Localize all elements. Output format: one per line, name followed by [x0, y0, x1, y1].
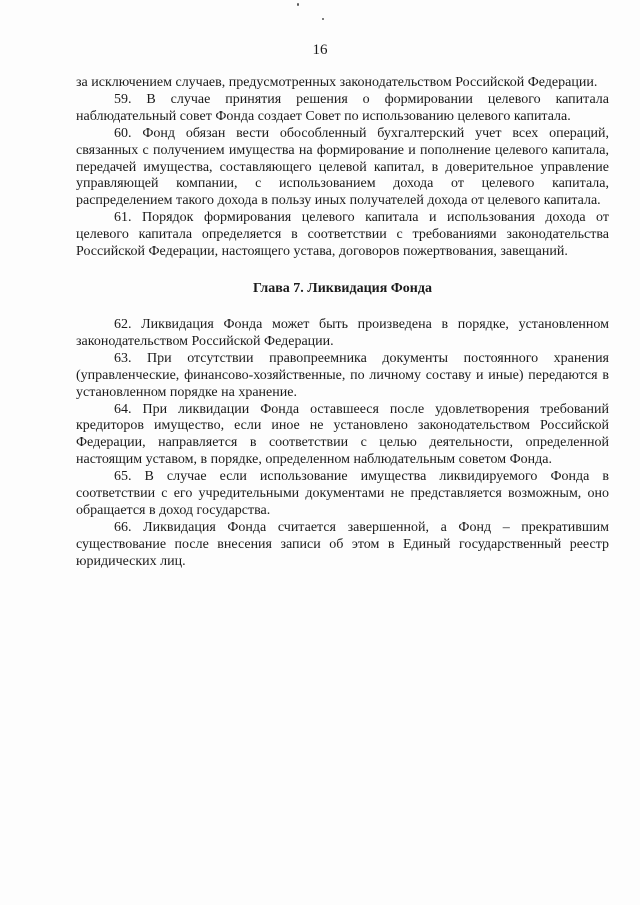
paragraph-number: 66.	[114, 519, 132, 535]
paragraph-continuation	[76, 75, 609, 92]
paragraph-number: 59.	[114, 91, 132, 107]
scan-speck	[322, 18, 324, 20]
paragraph-number: 61.	[114, 210, 132, 226]
paragraph-text: Ликвидация Фонда считается завершенной, а Фонд – прекратившим существование после внесения записи об этом в Единый государственный реестр юридических лиц.	[76, 519, 610, 569]
scan-speck	[297, 3, 299, 6]
document-body	[76, 75, 609, 571]
paragraph-number: 63.	[114, 350, 132, 366]
paragraph-number: 64.	[114, 401, 132, 417]
paragraph-65	[76, 469, 609, 520]
paragraph-text: При ликвидации Фонда оставшееся после удовлетворения требований кредиторов имущество, если иное не установлено законодательством Российской Федерации, направляется в соответствии с целью деятельности, определенной настоящим уставом, в порядке, определенном наблюдательным советом Фонда.	[76, 401, 609, 468]
paragraph-number: 62.	[114, 316, 132, 332]
paragraph-text: Порядок формирования целевого капитала и использования дохода от целевого капитала определяется в соответствии с требованиями законодательства Российской Федерации, настоящего устава, договоров пожертвования, завещаний.	[76, 210, 609, 260]
paragraph-62	[76, 317, 609, 351]
page-number: 16	[312, 42, 328, 58]
chapter-heading: Глава 7. Ликвидация Фонда	[253, 280, 432, 296]
paragraph-text: Ликвидация Фонда может быть произведена в порядке, установленном законодательством Российской Федерации.	[76, 316, 610, 349]
paragraph-text: При отсутствии правопреемника документы постоянного хранения (управленческие, финансово-хозяйственные, по личному составу и иные) передаются в установленном порядке на хранение.	[76, 350, 609, 400]
paragraph-text: В случае принятия решения о формировании целевого капитала наблюдательный совет Фонда создает Совет по использованию целевого капитала.	[76, 91, 609, 124]
paragraph-66	[76, 520, 609, 571]
paragraph-59	[76, 92, 609, 126]
paragraph-text: Фонд обязан вести обособленный бухгалтерский учет всех операций, связанных с получением имущества на формирование и пополнение целевого капитала, передачей имущества, составляющего целевой капитал, в доверительное управление управляющей компании, с использованием дохода от целевого капитала, распределением такого дохода в пользу иных получателей дохода от целевого капитала.	[76, 125, 609, 209]
paragraph-text: за исключением случаев, предусмотренных законодательством Российской Федерации.	[76, 75, 598, 90]
paragraph-60	[76, 126, 609, 211]
paragraph-61	[76, 210, 609, 261]
paragraph-63	[76, 351, 609, 402]
paragraph-number: 65.	[114, 469, 132, 485]
paragraph-text: В случае если использование имущества ликвидируемого Фонда в соответствии с его учредительными документами не представляется возможным, оно обращается в доход государства.	[76, 469, 610, 518]
paragraph-number: 60.	[114, 125, 132, 141]
paragraph-64	[76, 402, 609, 470]
